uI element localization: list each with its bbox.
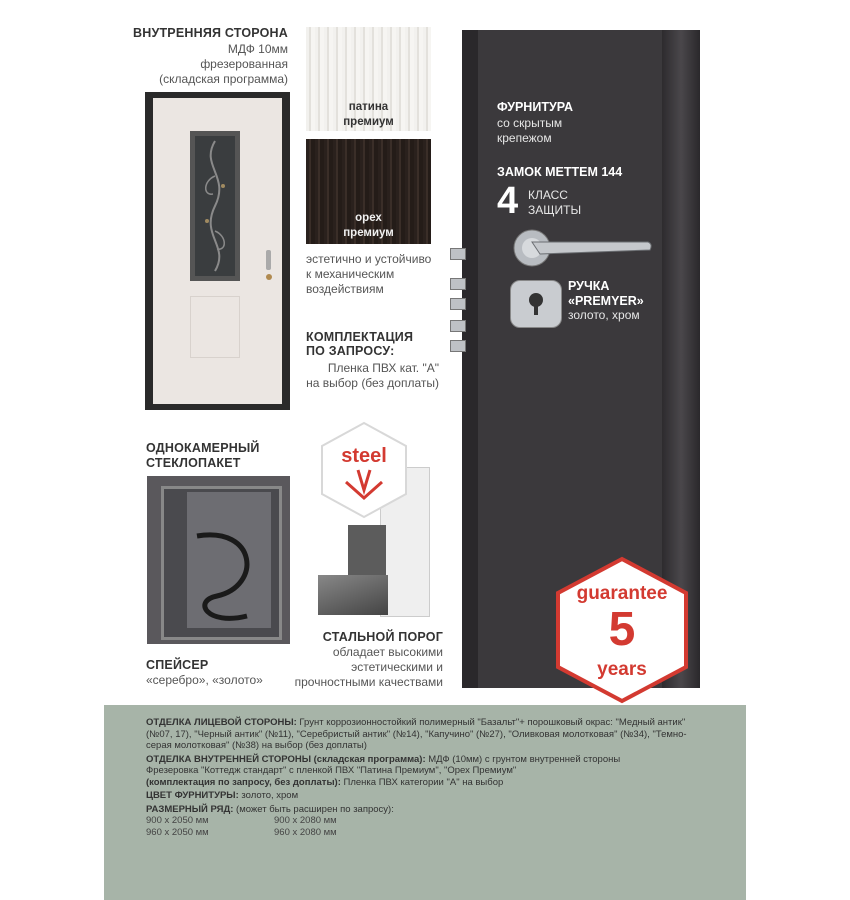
spec-value: МДФ (10мм) с грунтом внутренней стороны	[425, 753, 621, 765]
glass-unit-photo	[147, 476, 290, 644]
spec-color-line	[146, 790, 726, 802]
swatch-desc-line: к механическим	[306, 267, 395, 281]
spec-label: (комплектация по запросу, без доплаты):	[146, 776, 341, 788]
swatch-desc-line: воздействиям	[306, 282, 384, 296]
swatch-desc-line: эстетично и устойчиво	[306, 252, 432, 266]
steel-badge	[318, 420, 410, 520]
fittings-line: со скрытым	[497, 116, 563, 130]
lock-class-line: ЗАЩИТЫ	[528, 203, 582, 217]
handle-title-line: РУЧКА	[568, 279, 610, 293]
option-title	[306, 330, 413, 358]
size-item: 960 х 2080 мм	[274, 827, 337, 838]
size-item: 900 х 2050 мм	[146, 815, 209, 826]
swatch-label-line: патина	[348, 101, 389, 113]
inner-side-title: ВНУТРЕННЯЯ СТОРОНА	[133, 26, 288, 40]
keyhole-cylinder-icon	[510, 280, 562, 328]
inner-door-handle	[266, 250, 271, 270]
spacer-options: «серебро», «золото»	[146, 673, 263, 687]
spec-size-line	[146, 804, 726, 816]
patina-premium-swatch	[306, 27, 431, 131]
handle-finish: золото, хром	[568, 308, 640, 322]
spec-inner-line: Фрезеровка "Коттедж стандарт" с пленкой ПВХ "Патина Премиум", "Орех Премиум"	[146, 765, 517, 776]
fittings-description	[497, 116, 562, 146]
guarantee-unit: years	[597, 659, 647, 680]
inner-side-line: (складская программа)	[159, 72, 288, 86]
walnut-swatch-label	[306, 211, 431, 241]
spec-face-line	[146, 717, 726, 729]
door-bolt	[450, 278, 466, 290]
lock-class-number: 4	[497, 180, 519, 222]
spec-value: (может быть расширен по запросу):	[233, 803, 394, 815]
swatch-label-line: орех	[355, 212, 382, 224]
threshold-line: эстетическими и	[351, 660, 443, 674]
door-bolt	[450, 340, 466, 352]
glass-unit-title-line: ОДНОКАМЕРНЫЙ	[146, 441, 260, 455]
option-description	[296, 361, 439, 391]
spacer-title: СПЕЙСЕР	[146, 658, 209, 672]
spec-face-line: серая молотковая" (№38) на выбор (без доплаты)	[146, 740, 367, 751]
fittings-line: крепежом	[497, 131, 552, 145]
threshold-description	[266, 645, 443, 690]
swatch-label-line: премиум	[343, 116, 394, 128]
inner-side-description	[100, 42, 288, 87]
handle-title	[568, 279, 644, 309]
lock-class-line: КЛАСС	[528, 188, 568, 202]
spec-value: Пленка ПВХ категории "А" на выбор	[340, 776, 504, 788]
forged-glass-insert	[190, 131, 240, 281]
option-title-line: ПО ЗАПРОСУ:	[306, 344, 395, 358]
spec-label: ЦВЕТ ФУРНИТУРЫ:	[146, 790, 239, 801]
walnut-premium-swatch	[306, 139, 431, 244]
fittings-title: ФУРНИТУРА	[497, 100, 573, 114]
handle-title-line: «PREMYER»	[568, 294, 644, 308]
size-grid	[146, 815, 726, 839]
option-title-line: КОМПЛЕКТАЦИЯ	[306, 330, 414, 344]
door-bolt	[450, 248, 466, 260]
forged-pattern-icon	[195, 136, 235, 276]
guarantee-seal	[552, 555, 692, 705]
spec-label: ОТДЕЛКА ВНУТРЕННЕЙ СТОРОНЫ (складская программа):	[146, 753, 426, 765]
swatch-label-line: премиум	[343, 227, 394, 239]
threshold-title: СТАЛЬНОЙ ПОРОГ	[322, 630, 443, 644]
door-bolt	[450, 320, 466, 332]
steel-hexagon-icon	[318, 420, 410, 520]
inner-side-line: фрезерованная	[200, 57, 288, 71]
spec-face-line: (№07, 17), "Черный антик" (№11), "Серебристый антик" (№14), "Капучино" (№27), "Оливковая молотковая" (№34), "Темно-	[146, 728, 687, 740]
swatch-description	[306, 252, 446, 297]
spec-label: ОТДЕЛКА ЛИЦЕВОЙ СТОРОНЫ:	[146, 717, 297, 728]
option-line: Пленка ПВХ кат. "А"	[327, 361, 439, 375]
size-item: 960 х 2050 мм	[146, 827, 209, 838]
door-handle-icon	[510, 228, 653, 268]
inner-door-milled-panel	[190, 296, 240, 358]
guarantee-word: guarantee	[576, 583, 668, 604]
glass-unit-title-line: СТЕКЛОПАКЕТ	[146, 456, 241, 470]
lock-class-label	[528, 188, 581, 218]
inner-door-image	[145, 92, 290, 410]
patina-swatch-label	[306, 100, 431, 130]
inner-door-lock	[266, 274, 272, 280]
spec-value: золото, хром	[238, 790, 299, 801]
inner-door-panel	[153, 98, 282, 404]
option-line: на выбор (без доплаты)	[306, 376, 439, 390]
spec-inner-line	[146, 754, 726, 766]
specifications-panel	[104, 705, 746, 900]
size-item: 900 х 2080 мм	[274, 815, 337, 826]
spec-inner-option-line	[146, 777, 726, 789]
spec-value: Грунт коррозионностойкий полимерный "Базальт"+ порошковый окрас: "Медный антик"	[296, 717, 686, 728]
forged-pattern-icon	[187, 516, 271, 626]
glass-unit-title	[146, 441, 260, 471]
inner-side-line: МДФ 10мм	[227, 42, 288, 56]
guarantee-number: 5	[608, 603, 636, 656]
steel-badge-label: steel	[341, 445, 387, 467]
spec-label: РАЗМЕРНЫЙ РЯД:	[146, 803, 234, 815]
door-bolt	[450, 298, 466, 310]
lock-title: ЗАМОК METTEM 144	[497, 165, 623, 179]
threshold-line: обладает высокими	[332, 645, 443, 659]
specifications-text	[146, 717, 726, 839]
door-frame	[462, 30, 478, 688]
threshold-line: прочностными качествами	[294, 675, 443, 689]
